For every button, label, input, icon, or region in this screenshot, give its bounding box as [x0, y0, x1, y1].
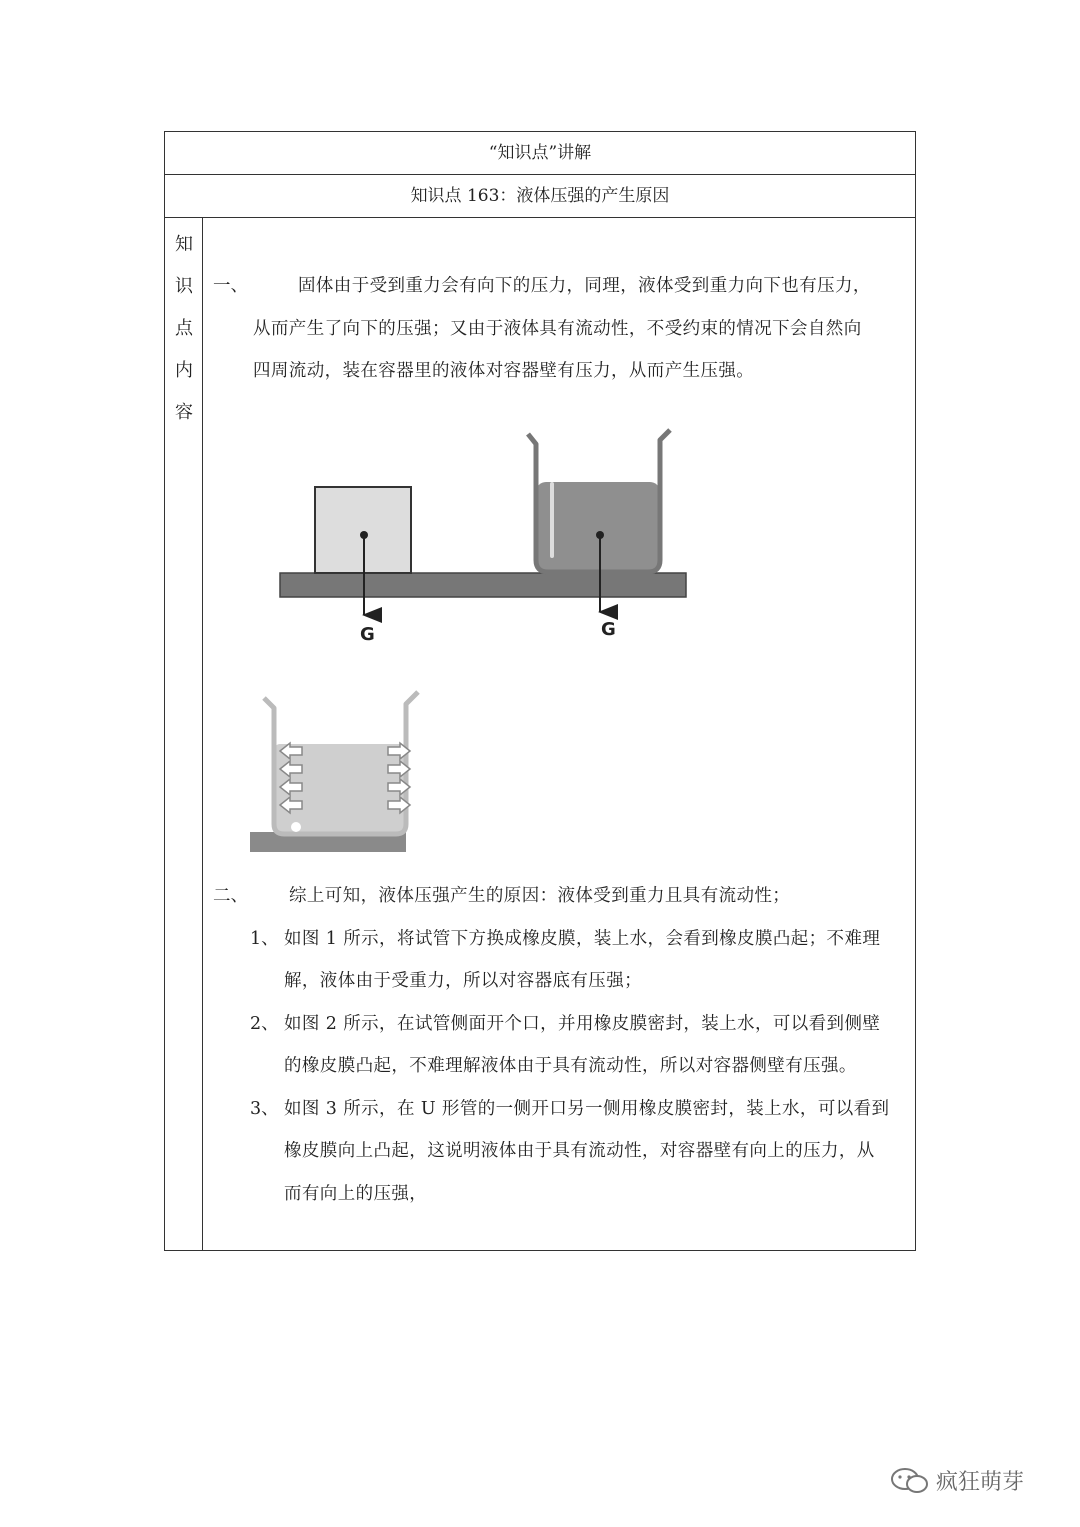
gravity-label-left: G: [360, 624, 375, 645]
item-number: 1、: [250, 929, 279, 949]
side-label-char: 知: [175, 234, 193, 255]
item-line: 如图 1 所示，将试管下方换成橡皮膜，装上水，会看到橡皮膜凸起；不难理: [284, 929, 881, 949]
item-line: 解，液体由于受重力，所以对容器底有压强；: [284, 971, 642, 991]
item-line: 如图 3 所示，在 U 形管的一侧开口另一侧用橡皮膜密封，装上水，可以看到: [284, 1099, 890, 1119]
side-label-column: [165, 218, 203, 1250]
beaker-liquid: [536, 482, 660, 570]
side-label-char: 容: [175, 402, 193, 423]
item-number: 2、: [250, 1014, 279, 1034]
section-2-line: 综上可知，液体压强产生的原因：液体受到重力且具有流动性；: [289, 886, 791, 906]
watermark: [890, 1465, 1024, 1496]
side-label-char: 点: [175, 318, 193, 339]
table-surface: [280, 573, 686, 597]
section-1-line: 从而产生了向下的压强；又由于液体具有流动性，不受约束的情况下会自然向: [253, 319, 862, 339]
wechat-icon: [890, 1466, 930, 1496]
table-title: “知识点”讲解: [165, 132, 915, 175]
side-pressure-figure: [250, 686, 440, 856]
item-line: 而有向上的压强，: [284, 1184, 428, 1204]
side-label-char: 内: [175, 360, 193, 381]
section-1-line: 四周流动，装在容器里的液体对容器壁有压力，从而产生压强。: [253, 361, 755, 381]
section-1-marker: 一、: [213, 276, 248, 296]
side-label-char: 识: [175, 276, 193, 297]
item-line: 橡皮膜向上凸起，这说明液体由于具有流动性，对容器壁有向上的压力，从: [284, 1141, 875, 1161]
knowledge-point-title: 知识点 163：液体压强的产生原因: [165, 175, 915, 218]
item-number: 3、: [250, 1099, 279, 1119]
gravity-figure: [270, 420, 700, 650]
gravity-label-right: G: [601, 619, 616, 640]
watermark-text: 疯狂萌芽: [936, 1470, 1025, 1495]
item-line: 的橡皮膜凸起，不难理解液体由于具有流动性，所以对容器侧壁有压强。: [284, 1056, 857, 1076]
section-2-marker: 二、: [213, 886, 248, 906]
section-1-line: 固体由于受到重力会有向下的压力，同理，液体受到重力向下也有压力，: [298, 276, 871, 296]
item-line: 如图 2 所示，在试管侧面开个口，并用橡皮膜密封，装上水，可以看到侧壁: [284, 1014, 881, 1034]
